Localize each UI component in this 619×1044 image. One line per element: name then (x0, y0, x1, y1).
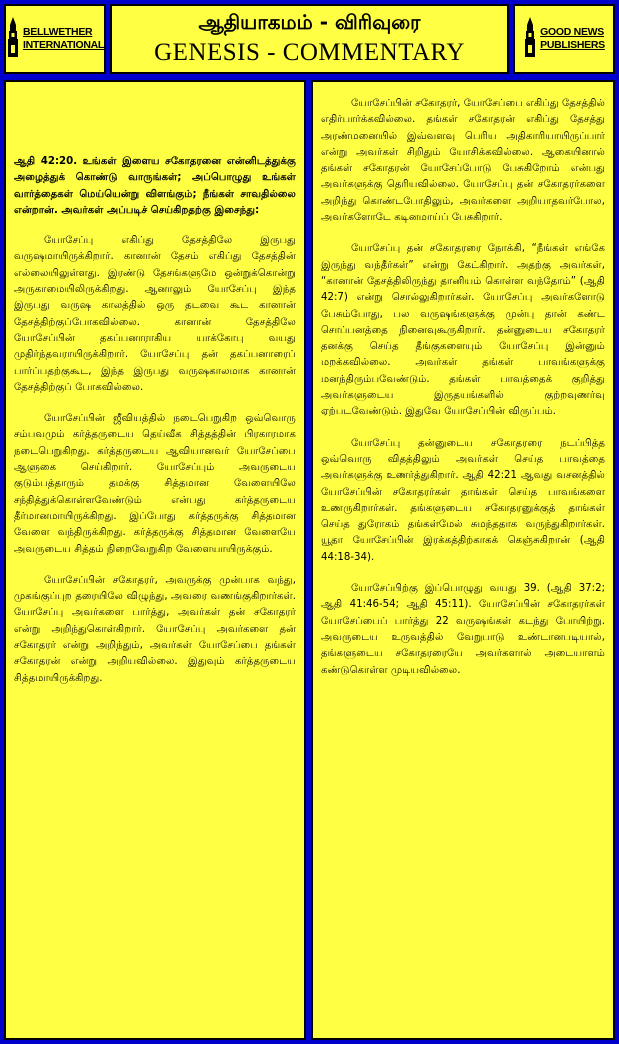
paragraph: யோசேப்பு எகிப்து தேசத்திலே இருபது வருஷமாயிருக்கிறார். கானான் தேசம் எகிப்து தேசத்தின் எல்லையிலுள்ளது. இரண்டு தேசங்களுமே ஒன்றுக்கொன்று அருகாமையிலிருக்கிறது. ஆனாலும் யோசேப்பு இந்த இருபது வருஷ காலத்தில் ஒரு தடவை கூட கானான் தேசத்திற்குப்போகவில்லை. கானான் தேசத்திலே யோசேப்பின் தகப்பனாராகிய யாக்கோபு வயது முதிர்ந்தவராயிருக்கிறார். யோசேப்பு தன் தகப்பனாரைப் பார்ப்பதற்குகூட, இந்த இருபது வருஷகாலமாக கானான் தேசத்திற்குப் போகவில்லை. (14, 235, 296, 393)
title-tamil: ஆதியாகமம் - விரிவுரை (198, 10, 421, 34)
bellwether-logo-box (4, 4, 106, 74)
bell-tower-icon (6, 17, 20, 61)
paragraph: யோசேப்பின் சகோதரர், யோசேப்பை எகிப்து தேசத்தில் எதிர்பார்க்கவில்லை. தங்கள் சகோதரன் எகிப்து தேசத்து அரண்மனையில் இவ்வளவு பெரிய அதிகாரியாயிருப்பார் என்று அவர்கள் சிறிதும் யோசிக்கவில்லை. ஆகையினால் தங்கள் சகோதரன் யோசேப்போடு பேசுகிறோம் என்பது அவர்களுக்கு தெரியவில்லை. யோசேப்பு தன் சகோதரர்களை அறிந்து கொண்டபோதிலும், அவர்களை அறியாதவர்போல, அவர்களோடே கடினமாய்ப் பேசுகிறார். (321, 98, 605, 224)
goodnews-logo (523, 17, 605, 61)
goodnews-logo-box (513, 4, 615, 74)
bellwether-line2: INTERNATIONAL (22, 39, 105, 51)
left-column (4, 80, 306, 1040)
goodnews-line2: PUBLISHERS (540, 39, 605, 51)
verse-text: ஆதி 42:20. உங்கள் இளைய சகோதரனை என்னிடத்துக்கு அழைத்துக் கொண்டு வாருங்கள்; அப்பொழுது உங்கள் வார்த்தைகள் மெய்யென்று விளங்கும்; நீங்கள் சாவதில்லை என்றான். அவர்கள் அப்படிச் செய்கிறதற்கு இசைந்து: (14, 156, 296, 216)
bellwether-line1: BELLWETHER (22, 25, 93, 38)
bellwether-logo (6, 17, 104, 61)
paragraph: யோசேப்பிற்கு இப்பொழுது வயது 39. (ஆதி 37:2; ஆதி 41:46-54; ஆதி 45:11). யோசேப்பின் சகோதரர்கள் யோசேப்பைப் பார்த்து 22 வருஷங்கள் கடந்து போயிற்று. அவருடைய உருவத்தில் வேறுபாடு உண்டானபடியால், தங்களுடைய சகோதரரையே அவர்களால் அடையாளம் கண்டுகொள்ள முடியவில்லை. (321, 583, 605, 676)
title-box (110, 4, 509, 74)
title-english: GENESIS - COMMENTARY (154, 39, 465, 66)
bell-tower-icon (523, 17, 537, 61)
page-header (4, 4, 615, 74)
paragraph: யோசேப்பின் ஜீவியத்தில் நடைபெறுகிற ஒவ்வொரு சம்பவமும் கர்த்தருடைய தெய்வீக சித்தத்தின் பிரகாரமாக நடைபெறுகிறது. கர்த்தருடைய ஆவியானவர் யோசேப்பை ஆளுகை செய்கிறார். யோசேப்பும் அவருடைய குடும்பத்தாரும் தமக்கு சித்தமான வேளையிலே சந்தித்துக்கொள்ளவேண்டும் என்பது கர்த்தருடைய தீர்மானமாயிருக்கிறது. இப்போது கர்த்தருக்கு சித்தமான வேளை வந்திருக்கிறது. கர்த்தருக்கு சித்தமான வேளையே அவருடைய சித்தம் நிறைவேறுகிற வேளையாயிருக்கும். (14, 413, 296, 555)
right-column (311, 80, 615, 1040)
paragraph: யோசேப்பு தன்னுடைய சகோதரரை நடப்பித்த ஒவ்வொரு விதத்திலும் அவர்கள் செய்த பாவத்தை அவர்களுக்கு உணர்த்துகிறார். ஆதி 42:21 ஆவது வசனத்தில் யோசேப்பின் சகோதரர்கள் தாங்கள் செய்த பாவங்களை உணருகிறார்கள். தங்களுடைய சகோதரனுக்குத் தாங்கள் செய்த துரோகம் தங்கள்மேல் சுமந்ததாக வருந்துகிறார்கள். யூதா யோசேப்பின் இரக்கத்திற்காகக் கெஞ்சுகிறான் (ஆதி 44:18-34). (321, 437, 605, 563)
paragraph: யோசேப்பு தன் சகோதரரை நோக்கி, “நீங்கள் எங்கே இருந்து வந்தீர்கள்” என்று கேட்கிறார். அதற்கு அவர்கள், “கானான் தேசத்திலிருந்து தானியம் கொள்ள வந்தோம்” (ஆதி 42:7) என்று சொல்லுகிறார்கள். யோசேப்பு அவர்களோடு பேசும்போது, பல வருஷங்களுக்கு முன்பு தான் கண்ட சொப்பனத்தை நினைவுகூருகிறார். தன்னுடைய சகோதரர் தனக்கு செய்த தீங்குகளையும் யோசேப்பு இன்னும் மறக்கவில்லை. அவர்கள் தங்கள் பாவங்களுக்கு மனந்திரும்பவேண்டும். தங்கள் பாவத்தைக் குறித்து அவர்களுடைய இருதயங்களில் குற்றவுணர்வு ஏற்படவேண்டும். இதுவே யோசேப்பின் விருப்பம். (321, 243, 605, 418)
goodnews-line1: GOOD NEWS (540, 25, 604, 38)
paragraph: யோசேப்பின் சகோதரர், அவருக்கு முன்பாக வந்து, முகங்குப்புற தரையிலே விழுந்து, அவரை வணங்குகிறார்கள். யோசேப்பு அவர்களை பார்த்து, அவர்கள் தன் சகோதரர் என்று அறிந்துகொள்கிறார். யோசேப்பு அவர்களை தன் சகோதரர் என்று அறிந்தும், அவர்கள் யோசேப்பை தங்கள் சகோதரன் என்று அறியவில்லை. இதுவும் கர்த்தருடைய சித்தமாயிருக்கிறது. (14, 574, 296, 684)
